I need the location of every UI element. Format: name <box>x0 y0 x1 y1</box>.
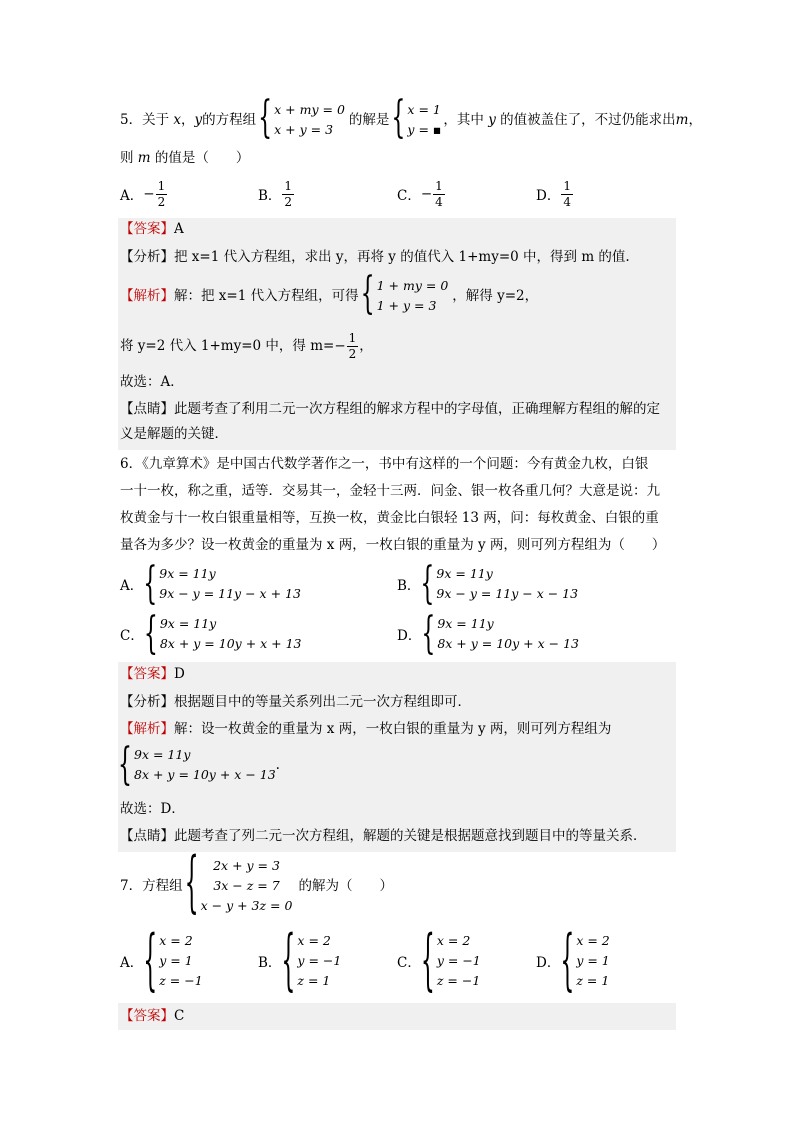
equation: 9x = 11y <box>436 566 493 581</box>
denominator: 2 <box>348 346 357 361</box>
var-m: m <box>675 112 689 128</box>
brace-icon: { <box>420 559 435 609</box>
q5-tail2: 的值被盖住了，不过仍能求出 <box>500 112 676 128</box>
q6-stem-line2: 一十一枚，称之重，适等．交易其一，金轻十三两．问金、银一枚各重几何？大意是说：九 <box>120 483 660 499</box>
var-y: y <box>488 112 496 128</box>
q5-analysis <box>120 247 630 267</box>
option-label: B． <box>258 955 282 971</box>
q5-solution-line1 <box>120 270 539 320</box>
option-system <box>420 559 579 609</box>
answer-value: D <box>174 666 185 682</box>
fraction <box>433 179 445 210</box>
brace-icon: { <box>143 923 158 999</box>
equation: z = 1 <box>576 973 610 988</box>
q7-post: 的解为（ ） <box>298 878 393 894</box>
var-y: y <box>194 112 203 128</box>
q5-line2b: 的值是（ ） <box>154 150 250 166</box>
option-label: C． <box>397 188 421 204</box>
comma: ， <box>359 338 373 354</box>
numerator: 1 <box>284 178 293 193</box>
minus-sign: − <box>420 186 433 202</box>
q6-solution <box>120 719 611 739</box>
equation: 2x + y = 3 <box>213 858 280 873</box>
q6-answer <box>120 664 185 684</box>
numerator: 1 <box>563 178 571 193</box>
q6-stem-line4: 量各为多少？设一枚黄金的重量为 x 两，一枚白银的重量为 y 两，则可列方程组为（ ） <box>120 537 666 553</box>
q7-stem <box>120 847 393 922</box>
option-label: D． <box>536 188 561 204</box>
option-label: B． <box>258 188 282 204</box>
q6-choose <box>120 799 185 819</box>
q6-option-d[interactable] <box>397 609 579 659</box>
option-system <box>420 923 481 999</box>
equation: 8x + y = 10y + x − 13 <box>437 636 579 651</box>
q5-system <box>258 94 345 144</box>
equation: 3x − z = 7 <box>213 878 280 893</box>
option-label: B． <box>397 578 421 594</box>
brace-icon: { <box>281 923 296 999</box>
q7-answer <box>120 1006 184 1026</box>
numerator: 1 <box>157 178 166 193</box>
equation: 9x = 11y <box>437 616 494 631</box>
numerator: 1 <box>435 178 443 193</box>
comment-text: 此题考查了列二元一次方程组，解题的关键是根据题意找到题目中的等量关系． <box>174 828 647 844</box>
equation: 9x = 11y <box>134 747 191 762</box>
q7-option-a[interactable] <box>120 923 203 999</box>
q6-stem-line1: 6．《九章算术》是中国古代数学著作之一，书中有这样的一个问题：今有黄金九枚，白银 <box>120 456 649 472</box>
q5-stem-line2 <box>120 148 249 168</box>
option-label: A． <box>120 955 144 971</box>
equation: 9x = 11y <box>159 616 217 631</box>
option-label: A． <box>120 578 144 594</box>
fraction <box>282 179 294 210</box>
q5-answer <box>120 219 184 239</box>
choose-text: 故选：D． <box>120 801 185 817</box>
q5-mid: 的方程组 <box>202 112 257 128</box>
equation: x = 2 <box>297 933 331 948</box>
analysis-text: 根据题目中的等量关系列出二元一次方程组即可． <box>174 694 471 710</box>
q5-tail1: ，其中 <box>443 112 484 128</box>
brace-icon: { <box>421 609 436 659</box>
q6-comment <box>120 826 647 846</box>
q7-answer-block <box>118 1003 676 1030</box>
equation: 9x − y = 11y − x − 13 <box>436 586 579 601</box>
var-m: m <box>137 150 151 166</box>
equation: 8x + y = 10y + x − 13 <box>134 767 276 782</box>
q5-comment-line1 <box>120 399 660 419</box>
numerator: 1 <box>348 330 357 345</box>
q5-sol-eq1: x = 1 <box>407 102 441 117</box>
equation: z = −1 <box>436 973 481 988</box>
q6-stem-line3: 枚黄金与十一枚白银重量相等，互换一枚，黄金比白银轻 13 两，问：每枚黄金、白银的重 <box>120 510 659 526</box>
q5-solution-line2 <box>120 328 373 364</box>
q6-solution-system <box>118 740 280 790</box>
q5-option-b[interactable] <box>258 176 295 212</box>
equation: 9x − y = 11y − x + 13 <box>159 586 301 601</box>
brace-icon: { <box>118 740 132 790</box>
equation: x − y + 3z = 0 <box>200 898 293 913</box>
option-label: D． <box>397 628 422 644</box>
option-system <box>560 923 610 999</box>
q5-pre: 关于 <box>142 112 170 128</box>
denominator: 4 <box>435 194 443 209</box>
solution-tag: 【解析】 <box>120 288 174 304</box>
q5-system-eq1: x + my = 0 <box>274 102 345 117</box>
period: . <box>275 757 280 773</box>
solution-text: 将 y=2 代入 1+my=0 中，得 m=− <box>120 338 346 354</box>
denominator: 2 <box>284 194 293 209</box>
q5-choose <box>120 372 184 392</box>
denominator: 4 <box>563 194 571 209</box>
answer-tag: 【答案】 <box>120 1008 174 1024</box>
q5-solution-system <box>391 94 442 144</box>
comment-text: 此题考查了利用二元一次方程组的解求方程中的字母值，正确理解方程组的解的定 <box>174 401 660 417</box>
option-label: D． <box>536 955 561 971</box>
analysis-tag: 【分析】 <box>120 694 174 710</box>
fraction <box>561 179 573 210</box>
comma: ， <box>688 112 702 128</box>
equation: x = 2 <box>159 933 193 948</box>
brace-icon: { <box>258 94 273 144</box>
brace-icon: { <box>143 609 158 659</box>
solution-text: 解：把 x=1 代入方程组，可得 <box>174 288 359 304</box>
q5-option-a[interactable] <box>120 176 168 212</box>
analysis-tag: 【分析】 <box>120 249 174 265</box>
comment-tag: 【点睛】 <box>120 828 174 844</box>
equation: y = −1 <box>436 953 481 968</box>
answer-tag: 【答案】 <box>120 666 174 682</box>
brace-icon: { <box>420 923 435 999</box>
option-label: C． <box>397 955 421 971</box>
brace-icon: { <box>184 847 199 922</box>
option-system <box>281 923 342 999</box>
comma: ， <box>181 112 195 128</box>
comment-tag: 【点睛】 <box>120 401 174 417</box>
q6-analysis <box>120 692 471 712</box>
denominator: 2 <box>157 194 166 209</box>
q5-line2a: 则 <box>120 150 134 166</box>
option-label: C． <box>120 628 144 644</box>
q5-system-eq2: x + y = 3 <box>274 122 334 137</box>
solution-text: ，解得 y=2， <box>452 288 539 304</box>
answer-tag: 【答案】 <box>120 221 174 237</box>
q7-option-c[interactable] <box>397 923 481 999</box>
q7-option-b[interactable] <box>258 923 342 999</box>
equation: z = −1 <box>159 973 203 988</box>
option-system <box>143 923 203 999</box>
q6-option-c[interactable] <box>120 609 302 659</box>
solution-text: 解：设一枚黄金的重量为 x 两，一枚白银的重量为 y 两，则可列方程组为 <box>174 721 612 737</box>
q5-number: 5． <box>120 112 143 128</box>
q7-option-d[interactable] <box>536 923 610 999</box>
q5-option-d[interactable] <box>536 176 574 212</box>
answer-value: C <box>174 1008 185 1024</box>
fraction <box>347 331 359 362</box>
equation: z = 1 <box>297 973 331 988</box>
answer-value: A <box>174 221 184 237</box>
equation: 8x + y = 10y + x + 13 <box>159 636 302 651</box>
analysis-text: 把 x=1 代入方程组，求出 y，再将 y 的值代入 1+my=0 中，得到 m 的值. <box>174 249 630 265</box>
equation: 1 + y = 3 <box>376 298 437 313</box>
brace-icon: { <box>560 923 575 999</box>
option-system <box>421 609 579 659</box>
q5-sol-eq2: y = ▪ <box>407 122 442 137</box>
minus-sign: − <box>143 186 155 202</box>
equation: x = 2 <box>576 933 610 948</box>
q5-solution-sys <box>360 270 449 320</box>
comment-text: 义是解题的关键． <box>120 426 228 442</box>
q5-option-c[interactable] <box>397 176 446 212</box>
equation: 9x = 11y <box>159 566 216 581</box>
brace-icon: { <box>391 94 406 144</box>
q5-after: 的解是 <box>348 112 390 128</box>
brace-icon: { <box>143 559 158 609</box>
choose-text: 故选：A． <box>120 374 184 390</box>
q5-comment-line2 <box>120 424 228 444</box>
q5-stem-line1 <box>120 94 702 144</box>
option-system <box>118 740 276 790</box>
equation: y = 1 <box>576 953 610 968</box>
q7-system <box>184 847 293 922</box>
equation: x = 2 <box>436 933 471 948</box>
equation: 1 + my = 0 <box>376 278 449 293</box>
solution-tag: 【解析】 <box>120 721 174 737</box>
fraction <box>156 179 168 210</box>
brace-icon: { <box>360 270 375 320</box>
equation: y = 1 <box>159 953 193 968</box>
q7-pre: 7．方程组 <box>120 878 183 894</box>
var-x: x <box>173 112 182 128</box>
option-label: A． <box>120 188 144 204</box>
equation: y = −1 <box>297 953 342 968</box>
option-system <box>143 559 301 609</box>
option-system <box>143 609 302 659</box>
